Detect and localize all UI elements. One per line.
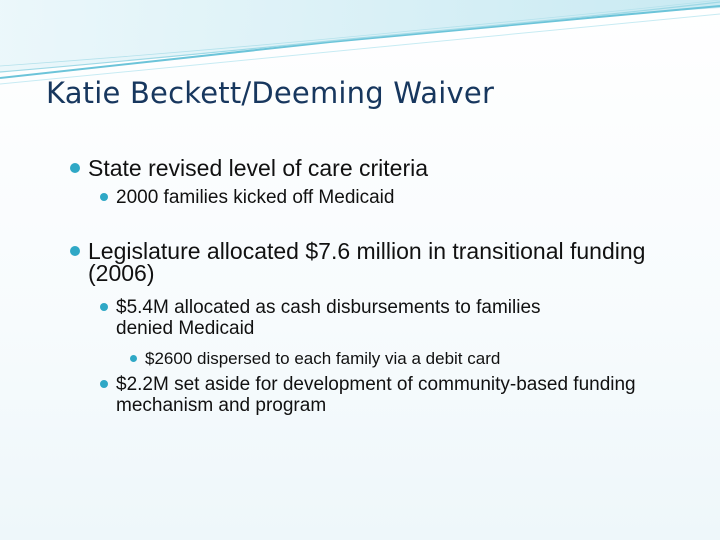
bullet-text: $2600 dispersed to each family via a debit card <box>145 349 501 368</box>
bullet-level2-families-kicked-off <box>100 187 690 208</box>
slide-title: Katie Beckett/Deeming Waiver <box>46 76 495 110</box>
bullet-level2-community-funding <box>100 374 645 416</box>
bullet-icon <box>70 246 80 256</box>
bullet-level3-debit-card <box>130 349 690 368</box>
bullet-icon <box>100 380 108 388</box>
bullet-text: Legislature allocated $7.6 million in transitional funding (2006) <box>88 238 646 286</box>
bullet-icon <box>100 303 108 311</box>
bullet-text: State revised level of care criteria <box>88 155 429 181</box>
bullet-level1-legislature-funding <box>70 240 680 284</box>
bullet-icon <box>70 163 80 173</box>
bullet-icon <box>130 355 137 362</box>
bullet-text: 2000 families kicked off Medicaid <box>116 187 395 208</box>
bullet-text: $2.2M set aside for development of community-based funding mechanism and program <box>116 374 636 416</box>
bullet-level2-cash-disbursements <box>100 297 580 339</box>
bullet-icon <box>100 193 108 201</box>
bullet-text: $5.4M allocated as cash disbursements to families denied Medicaid <box>116 297 541 339</box>
bullet-level1-care-criteria <box>70 157 690 179</box>
